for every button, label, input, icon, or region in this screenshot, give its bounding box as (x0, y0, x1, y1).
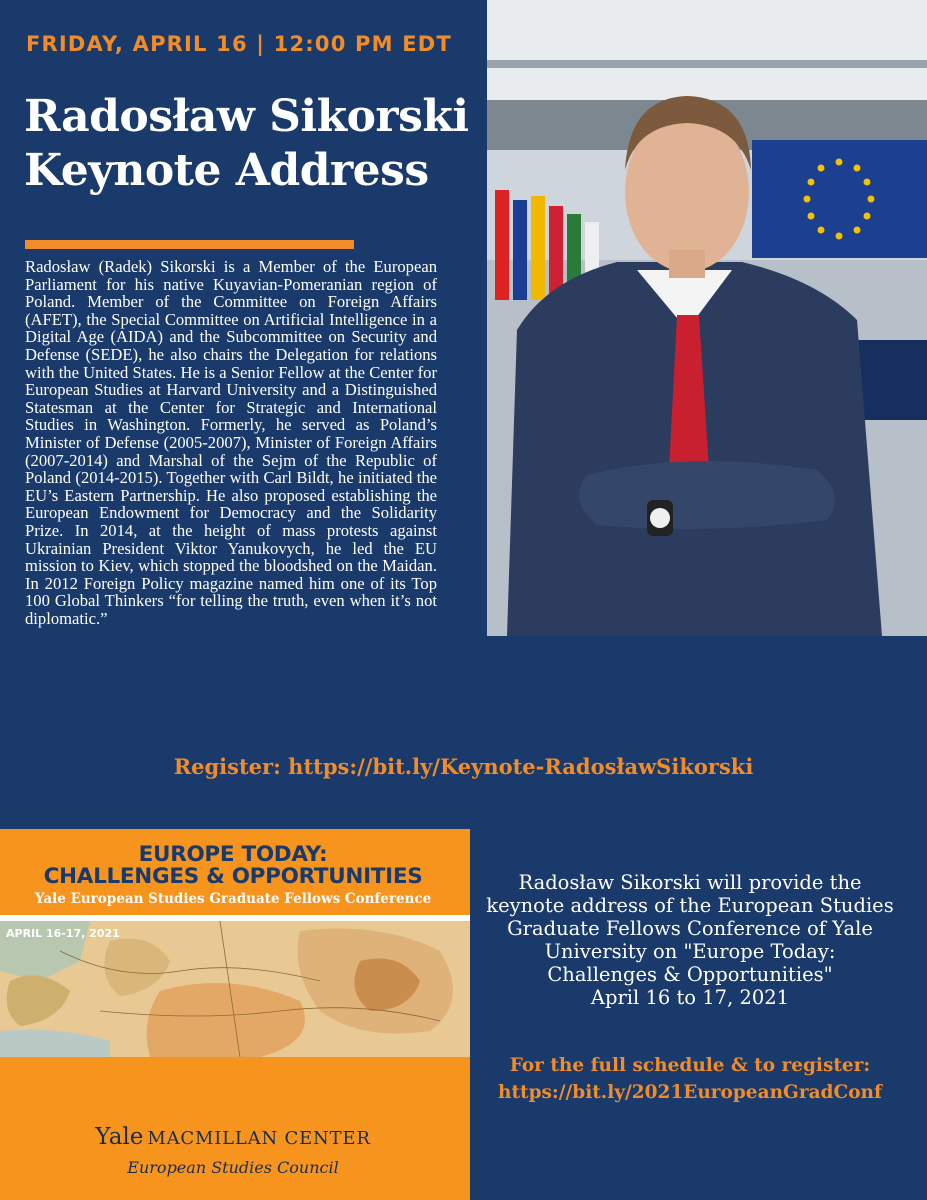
schedule-cta (478, 1052, 902, 1106)
conference-dates: APRIL 16-17, 2021 (6, 927, 120, 940)
conference-title-line1: EUROPE TODAY: (138, 842, 328, 867)
schedule-link[interactable]: https://bit.ly/2021EuropeanGradConf (498, 1082, 882, 1103)
yale-wordmark: Yale (95, 1124, 144, 1150)
keynote-info (478, 871, 902, 1009)
orange-divider (25, 240, 354, 249)
title-keynote: Keynote Address (24, 144, 429, 196)
conference-title (0, 844, 466, 888)
european-studies-council: European Studies Council (127, 1158, 339, 1177)
conference-title-line2: CHALLENGES & OPPORTUNITIES (43, 864, 423, 889)
event-date-time: FRIDAY, APRIL 16 | 12:00 PM EDT (26, 32, 452, 56)
title-speaker-name: Radosław Sikorski (24, 91, 469, 142)
info-line: Radosław Sikorski will provide the (518, 871, 862, 894)
conference-subtitle: Yale European Studies Graduate Fellows Conference (34, 891, 432, 907)
schedule-cta-label: For the full schedule & to register: (509, 1055, 871, 1076)
info-dates: April 16 to 17, 2021 (590, 986, 790, 1009)
conference-banner (0, 829, 470, 1200)
register-link[interactable]: Register: https://bit.ly/Keynote-RadosławSikorski (173, 754, 754, 779)
page-title (24, 90, 474, 197)
europe-map-image (0, 921, 470, 1057)
speaker-bio: Radosław (Radek) Sikorski is a Member of the European Parliament for his native Kuyavian-Pomeranian region of Poland. Member of the Committee on Foreign Affairs (AFET), the Special Committee on Artificial Intelligence in a Digital Age (AIDA) and the Subcommittee on Security and Defense (SEDE), he also chairs the Delegation for relations with the United States. He is a Senior Fellow at the Center for European Studies at Harvard University and a Distinguished Statesman at the Center for Strategic and International Studies in Washington. Formerly, he served as Poland’s Minister of Defense (2005-2007), Minister of Foreign Affairs (2007-2014) and Marshal of the Sejm of the Republic of Poland (2014-2015). Together with Carl Bildt, he initiated the EU’s Eastern Partnership. He also proposed establishing the European Endowment for Democracy and the Solidarity Prize. In 2014, at the height of mass protests against Ukrainian President Viktor Yanukovych, he led the EU mission to Kiev, which stopped the bloodshed on the Maidan. In 2012 Foreign Policy magazine named him one of its Top 100 Global Thinkers “for telling the truth, even when it’s not diplomatic.” (25, 257, 437, 628)
info-line: University on "Europe Today: (544, 940, 836, 963)
info-line: Challenges & Opportunities" (547, 963, 833, 986)
speaker-photo (487, 0, 927, 636)
macmillan-center-wordmark: MACMILLAN CENTER (147, 1128, 371, 1149)
yale-macmillan-logo (0, 1124, 466, 1150)
info-line: Graduate Fellows Conference of Yale (507, 917, 873, 940)
info-line: keynote address of the European Studies (486, 894, 894, 917)
